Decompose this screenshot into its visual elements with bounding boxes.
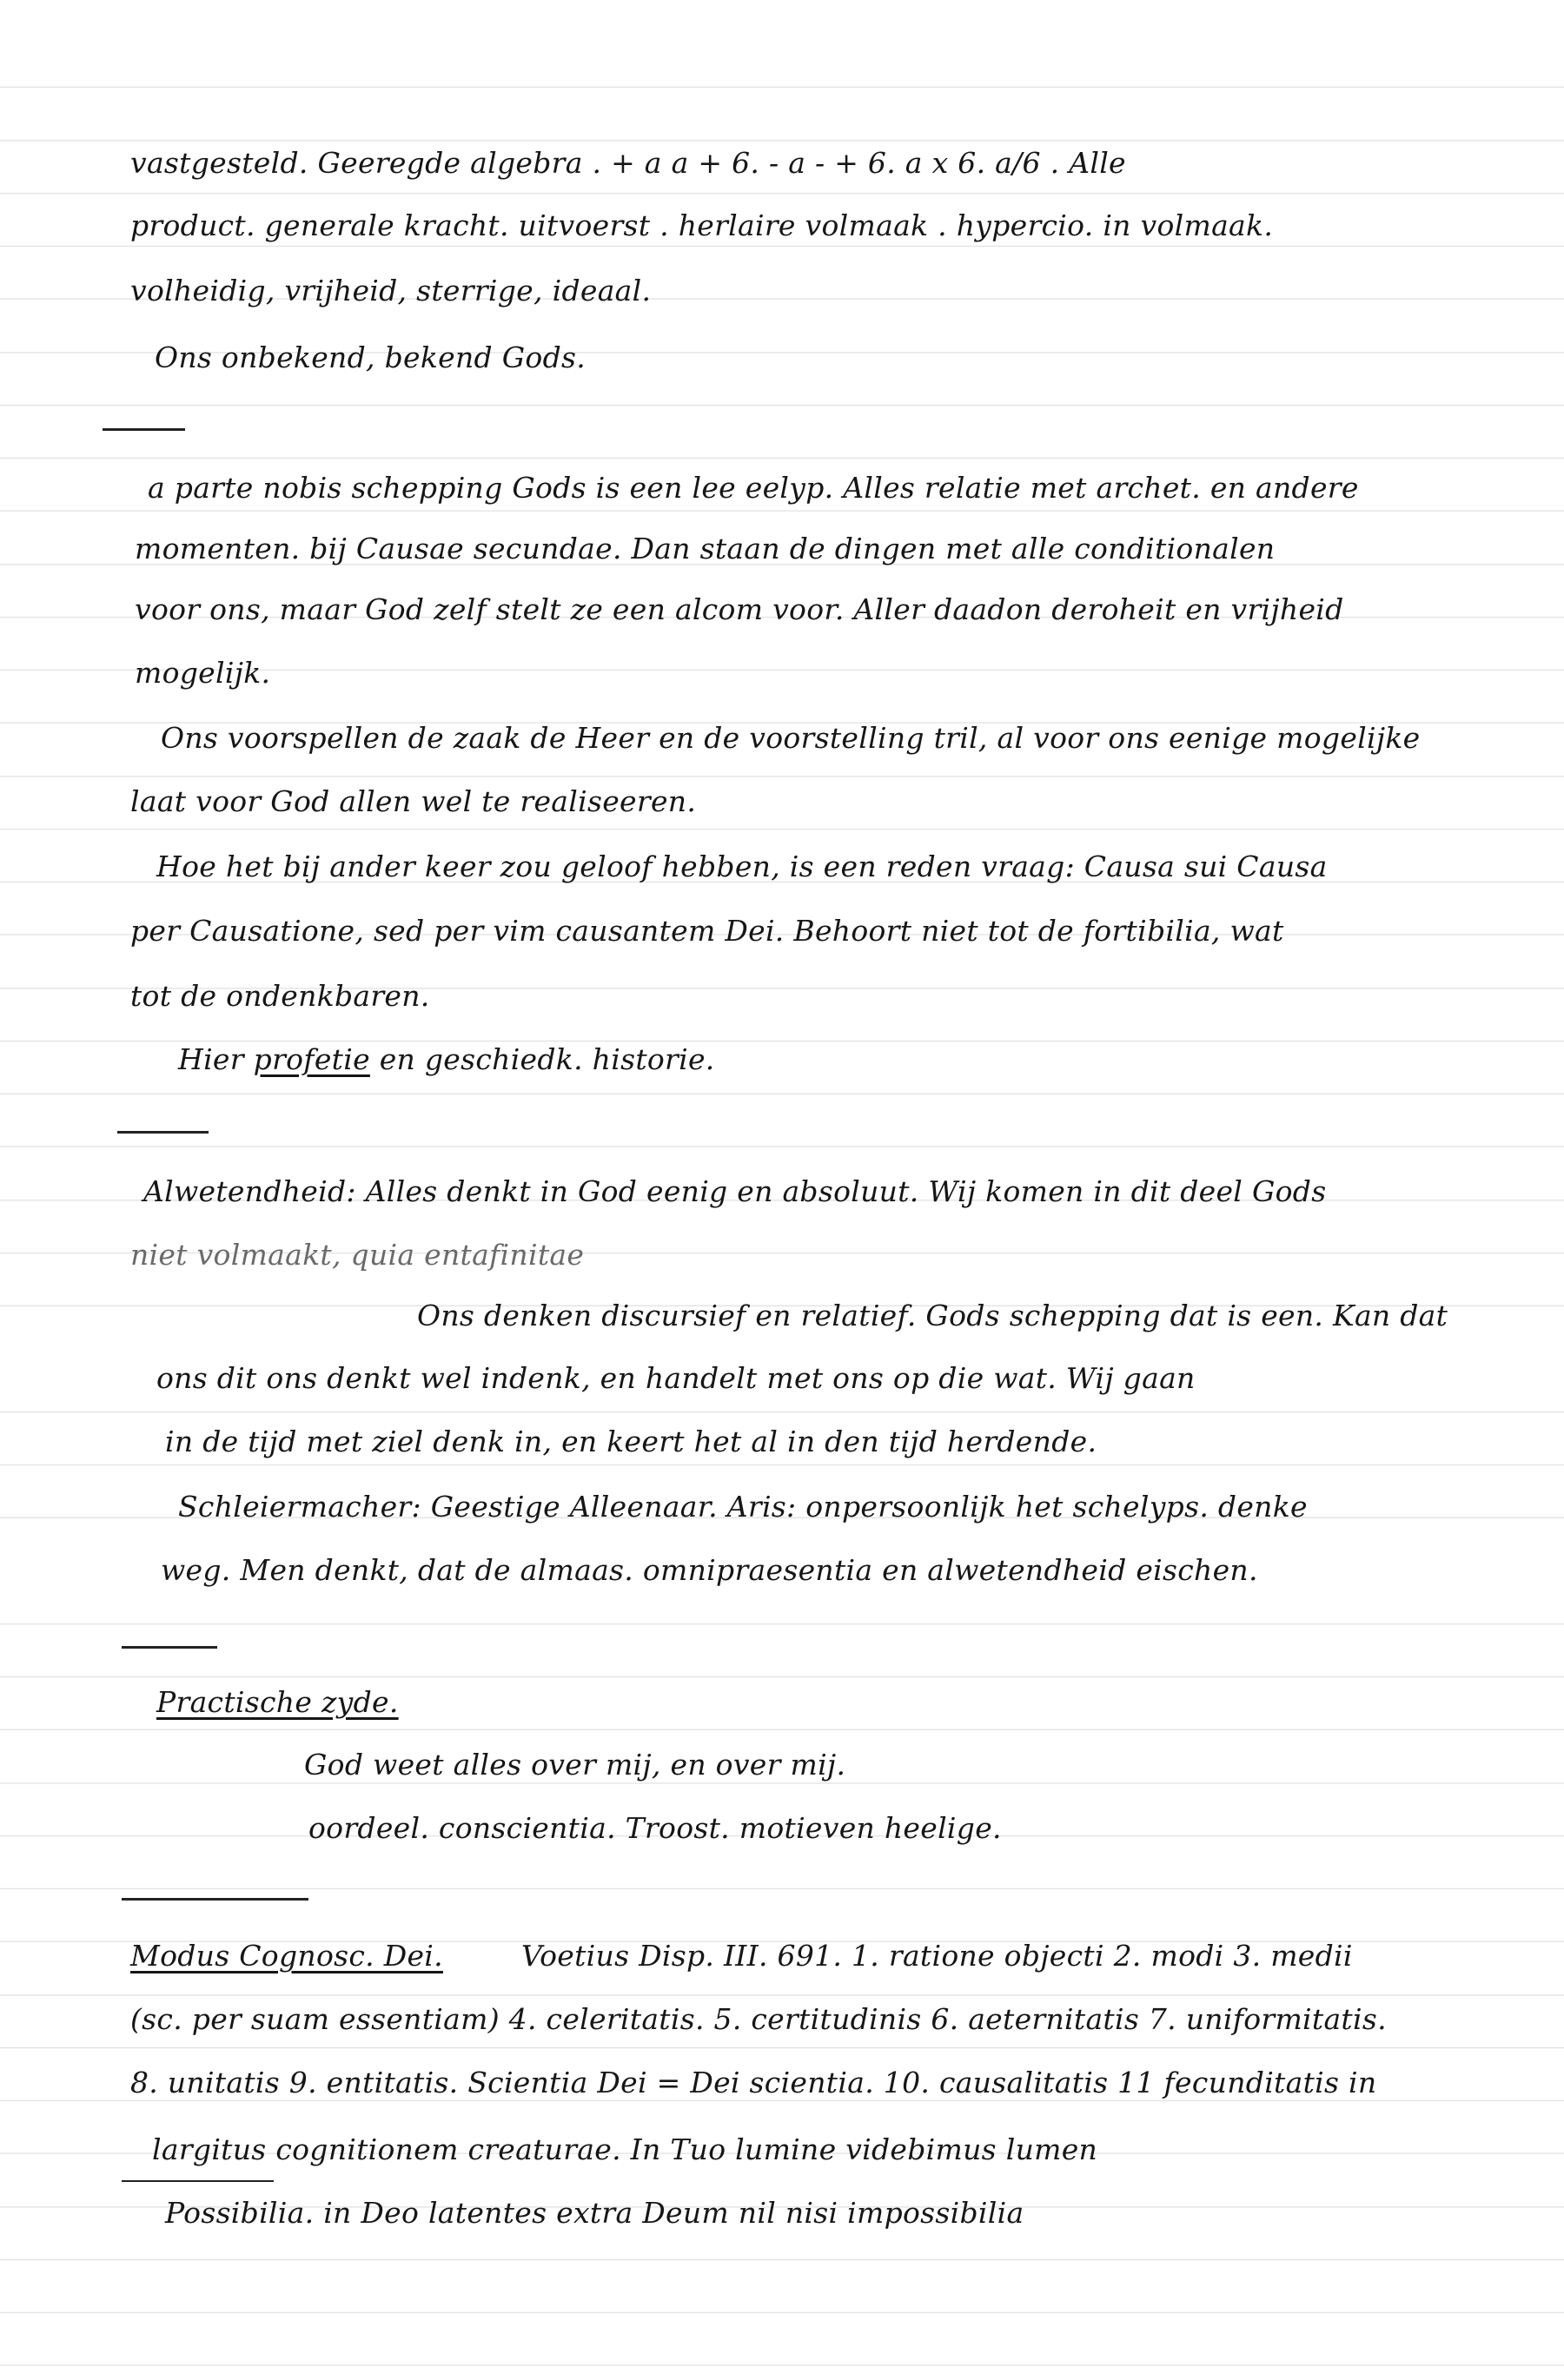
text-line: mogelijk.	[135, 656, 271, 690]
text-line: a parte nobis schepping Gods is een lee eelyp. Alles relatie met archet. en andere	[148, 471, 1359, 505]
text-line: Ons denken discursief en relatief. Gods schepping dat is een. Kan dat	[417, 1299, 1448, 1332]
section-divider	[122, 1898, 308, 1901]
text-line: Hoe het bij ander keer zou geloof hebben, is een reden vraag: Causa sui Causa	[156, 850, 1328, 883]
text-line: voor ons, maar God zelf stelt ze een alcom voor. Aller daadon deroheit en vrijheid	[135, 592, 1344, 626]
short-rule	[122, 2180, 274, 2182]
text-line: ons dit ons denkt wel indenk, en handelt met ons op die wat. Wij gaan	[156, 1361, 1196, 1395]
emphasized-word: profetie	[253, 1042, 370, 1076]
text-line: Ons voorspellen de zaak de Heer en de voorstelling tril, al voor ons eenige mogelijke	[161, 721, 1421, 755]
text-line: 8. unitatis 9. entitatis. Scientia Dei = Dei scientia. 10. causalitatis 11 fecunditatis in	[130, 2066, 1377, 2099]
text-line: laat voor God allen wel te realiseeren.	[130, 784, 697, 818]
text-line: Possibilia. in Deo latentes extra Deum nil nisi impossibilia	[165, 2196, 1024, 2230]
text-line: product. generale kracht. uitvoerst . herlaire volmaak . hypercio. in volmaak.	[130, 208, 1274, 242]
section-heading: Modus Cognosc. Dei.	[130, 1939, 443, 1973]
text-line: largitus cognitionem creaturae. In Tuo lumine videbimus lumen	[152, 2132, 1098, 2166]
text-line: per Causatione, sed per vim causantem Dei. Behoort niet tot de fortibilia, wat	[130, 914, 1284, 948]
section-heading: Practische zyde.	[156, 1685, 399, 1719]
text-line: Schleiermacher: Geestige Alleenaar. Aris: onpersoonlijk het schelyps. denke	[178, 1490, 1308, 1524]
text-line: tot de ondenkbaren.	[130, 979, 430, 1013]
text-line: Voetius Disp. III. 691. 1. ratione objecti 2. modi 3. medii	[521, 1939, 1353, 1973]
text-line: Ons onbekend, bekend Gods.	[155, 340, 586, 374]
text-line: momenten. bij Causae secundae. Dan staan de dingen met alle conditionalen	[135, 532, 1276, 565]
text-line: God weet alles over mij, en over mij.	[304, 1748, 846, 1782]
text-line: in de tijd met ziel denk in, en keert het al in den tijd herdende.	[165, 1425, 1097, 1458]
text-line: volheidig, vrijheid, sterrige, ideaal.	[130, 274, 652, 307]
text-line: Alwetendheid: Alles denkt in God eenig en absoluut. Wij komen in dit deel Gods	[143, 1174, 1327, 1208]
text-line: Hier profetie en geschiedk. historie.	[178, 1042, 715, 1076]
section-divider	[117, 1131, 209, 1134]
text-line: niet volmaakt, quia entafinitae	[130, 1238, 585, 1272]
text-line: vastgesteld. Geeregde algebra . + a a + 6. - a - + 6. a x 6. a/6 . Alle	[130, 146, 1126, 180]
text-line: oordeel. conscientia. Troost. motieven heelige.	[308, 1811, 1002, 1845]
section-divider	[122, 1646, 217, 1649]
text-line: weg. Men denkt, dat de almaas. omnipraesentia en alwetendheid eischen.	[161, 1553, 1258, 1587]
text-line: (sc. per suam essentiam) 4. celeritatis. 5. certitudinis 6. aeternitatis 7. uniformitatis.	[130, 2002, 1387, 2036]
section-divider	[103, 428, 185, 431]
